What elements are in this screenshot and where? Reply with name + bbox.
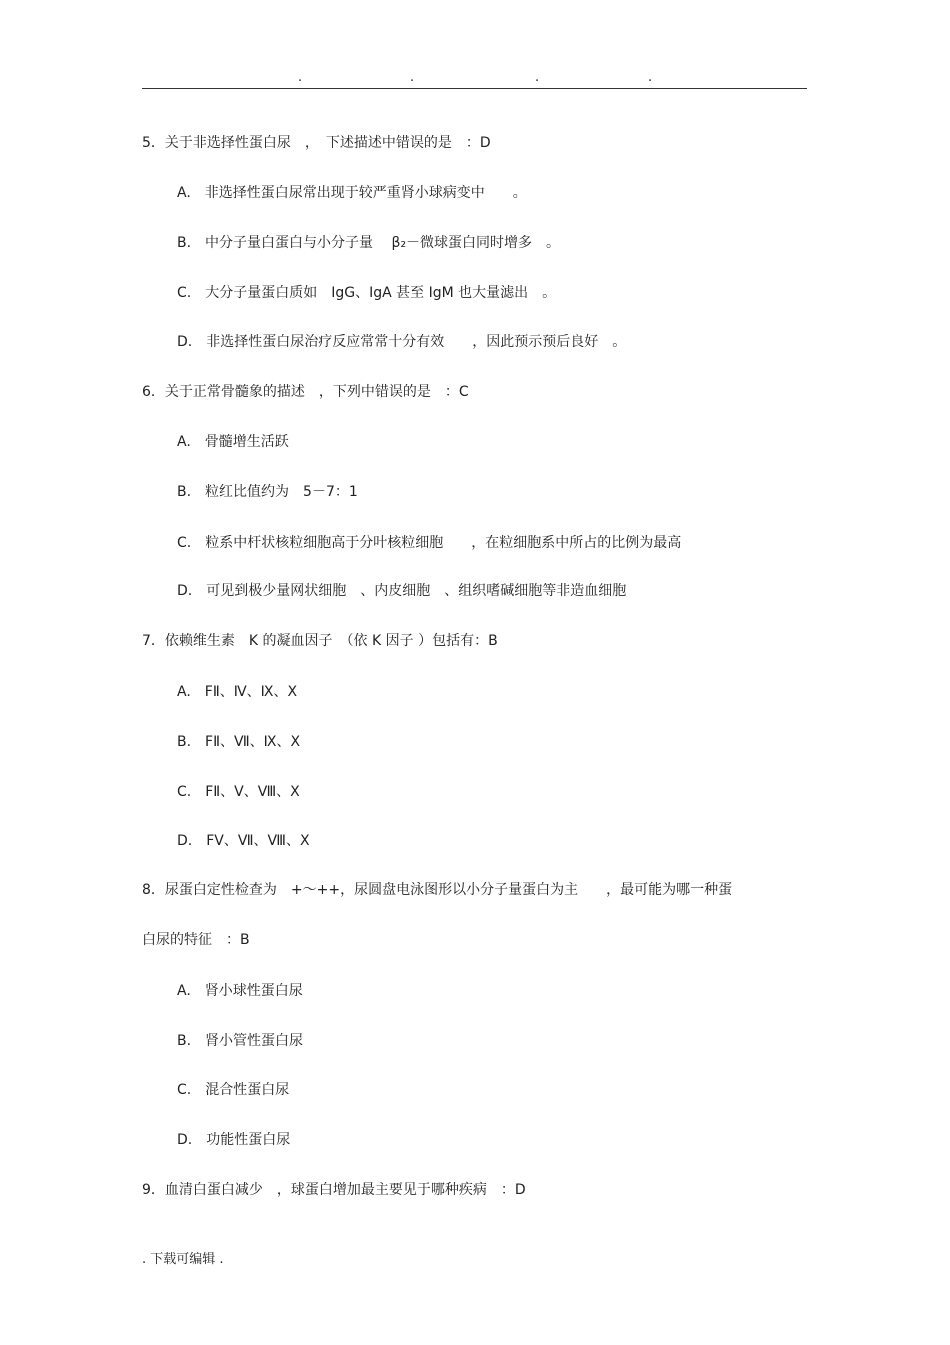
header-dot: . [298, 70, 303, 85]
header-dot: . [410, 70, 415, 85]
question-6-option-d: D. 可见到极少量网状细胞 、内皮细胞 、组织嗜碱细胞等非造血细胞 [177, 583, 627, 599]
question-9-stem: 9．血清白蛋白减少 ，球蛋白增加最主要见于哪种疾病 ：D [142, 1182, 526, 1198]
question-5-option-b: B. 中分子量白蛋白与小分子量 β₂－微球蛋白同时增多 。 [177, 235, 561, 251]
question-5-option-c: C. 大分子量蛋白质如 IgG、IgA 甚至 IgM 也大量滤出 。 [177, 285, 557, 301]
question-7-option-b: B. FⅡ、Ⅶ、Ⅸ、Ⅹ [177, 734, 301, 750]
page-footer: . 下载可编辑 . [142, 1252, 224, 1267]
question-8-option-d: D. 功能性蛋白尿 [177, 1132, 291, 1148]
question-6-stem: 6．关于正常骨髓象的描述 ，下列中错误的是 ：C [142, 384, 469, 400]
question-5-option-d: D. 非选择性蛋白尿治疗反应常常十分有效 ，因此预示预后良好 。 [177, 334, 627, 350]
page-header [0, 70, 950, 86]
question-8-option-a: A. 肾小球性蛋白尿 [177, 983, 303, 999]
header-dot: . [535, 70, 540, 85]
header-dot: . [648, 70, 653, 85]
question-6-option-b: B. 粒红比值约为 5－7：1 [177, 484, 358, 500]
question-7-option-a: A. FⅡ、Ⅳ、Ⅸ、Ⅹ [177, 684, 298, 700]
question-7-stem: 7．依赖维生素 K 的凝血因子 （依 K 因子 ）包括有：B [142, 633, 498, 649]
question-8-stem: 8．尿蛋白定性检查为 +～++，尿圆盘电泳图形以小分子量蛋白为主 ，最可能为哪一种蛋 [142, 882, 733, 898]
header-rule [142, 88, 807, 89]
question-6-option-c: C. 粒系中杆状核粒细胞高于分叶核粒细胞 ，在粒细胞系中所占的比例为最高 [177, 535, 682, 551]
question-5-stem: 5．关于非选择性蛋白尿 ， 下述描述中错误的是 ：D [142, 135, 491, 151]
question-7-option-d: D. FⅤ、Ⅶ、Ⅷ、Ⅹ [177, 833, 310, 849]
question-7-option-c: C. FⅡ、Ⅴ、Ⅷ、Ⅹ [177, 784, 300, 800]
question-5-option-a: A. 非选择性蛋白尿常出现于较严重肾小球病变中 。 [177, 185, 527, 201]
question-8-option-c: C. 混合性蛋白尿 [177, 1082, 290, 1098]
question-8-option-b: B. 肾小管性蛋白尿 [177, 1033, 304, 1049]
question-6-option-a: A. 骨髓增生活跃 [177, 434, 289, 450]
question-8-stem-continued: 白尿的特征 ：B [142, 932, 250, 948]
